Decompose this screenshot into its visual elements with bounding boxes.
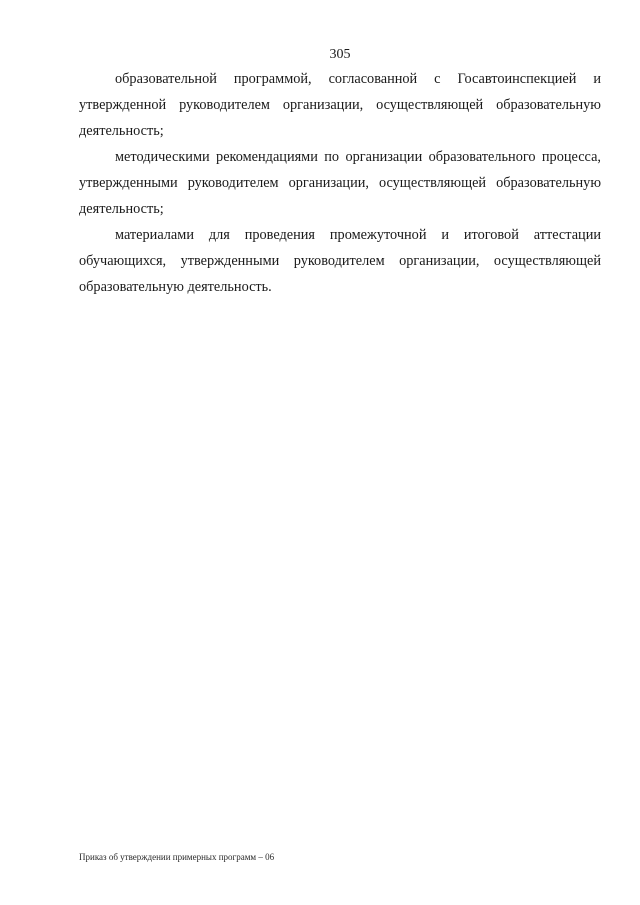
body-text bbox=[79, 66, 601, 300]
paragraph: образовательной программой, согласованной с Госавтоинспекцией и утвержденной руководителем организации, осуществляющей образовательную деятельность; bbox=[79, 71, 601, 139]
paragraph: методическими рекомендациями по организации образовательного процесса, утвержденными руководителем организации, осуществляющей образовательную деятельность; bbox=[79, 149, 601, 217]
paragraph: материалами для проведения промежуточной и итоговой аттестации обучающихся, утвержденными руководителем организации, осуществляющей образовательную деятельность. bbox=[79, 227, 601, 295]
page-footer: Приказ об утверждении примерных программ – 06 bbox=[79, 852, 275, 862]
page-number: 305 bbox=[329, 47, 351, 62]
